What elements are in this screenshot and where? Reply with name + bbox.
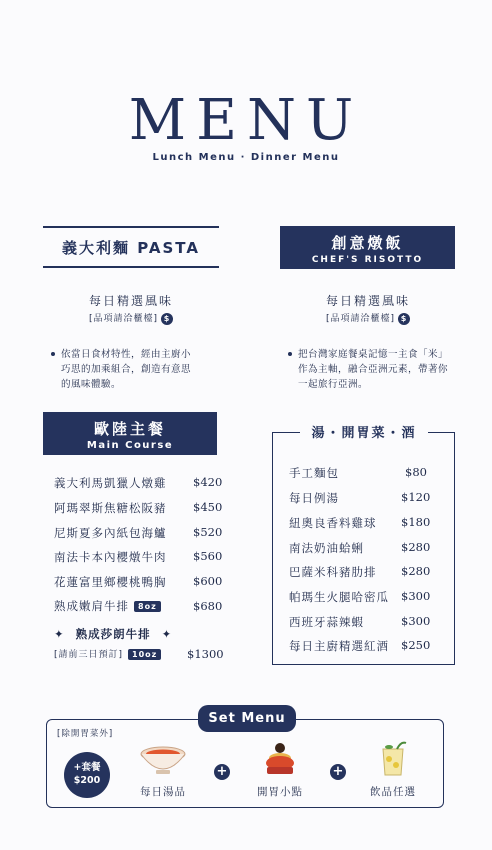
pasta-desc-line: 依當日食材特性，經由主廚小 — [61, 349, 192, 360]
risotto-description — [298, 347, 473, 392]
soup-item-price: $300 — [401, 614, 431, 628]
set-price-line: +套餐 — [73, 762, 101, 773]
soup-item-price: $300 — [401, 589, 431, 603]
special-item-note — [54, 647, 161, 660]
size-tag: 8oz — [134, 601, 161, 612]
special-note-text: [請前三日預訂] — [54, 650, 124, 660]
risotto-heading — [280, 226, 455, 269]
plus-icon: + — [330, 764, 346, 780]
plus-icon: + — [214, 764, 230, 780]
pasta-description — [61, 347, 231, 392]
drink-glass-icon — [377, 739, 409, 779]
pasta-ask-text: [品項請洽櫃檯] — [88, 314, 159, 324]
main-item-price: $450 — [193, 500, 223, 514]
main-item-name — [54, 598, 161, 614]
main-course-heading — [43, 412, 217, 455]
soup-item-name: 紐奧良香料雞球 — [289, 516, 377, 530]
bullet-icon — [51, 352, 55, 356]
soup-section-heading: 湯・開胃菜・酒 — [300, 422, 428, 441]
set-menu-note: [除開胃菜外] — [57, 729, 114, 739]
appetizer-icon — [262, 741, 298, 779]
coin-icon: $ — [161, 313, 173, 325]
soup-item-name: 巴薩米科豬肋排 — [289, 565, 377, 579]
set-item-label: 飲品任選 — [370, 786, 416, 798]
soup-bowl-icon — [139, 744, 187, 778]
menu-subtitle: Lunch Menu · Dinner Menu — [152, 152, 340, 163]
soup-item-name: 西班牙蒜辣蝦 — [289, 615, 364, 629]
main-item-name: 南法卡本內櫻燉牛肉 — [54, 550, 167, 564]
special-item-price: $1300 — [187, 647, 224, 661]
pasta-daily-label: 每日精選風味 — [88, 294, 173, 308]
risotto-desc-line: 作為主軸，融合亞洲元素，帶著你 — [298, 364, 449, 375]
main-item-price: $560 — [193, 549, 223, 563]
main-item-price: $520 — [193, 525, 223, 539]
soup-item-price: $250 — [401, 638, 431, 652]
coin-icon: $ — [398, 313, 410, 325]
main-course-heading-en: Main Course — [86, 440, 174, 451]
main-course-heading-zh: 歐陸主餐 — [93, 420, 166, 438]
main-item-price: $600 — [193, 574, 223, 588]
risotto-heading-zh: 創意燉飯 — [331, 234, 404, 252]
risotto-desc-line: 一起旅行亞洲。 — [298, 379, 369, 390]
special-item-name — [54, 626, 172, 642]
pasta-heading: 義大利麵 PASTA — [43, 226, 219, 268]
main-item-name: 義大利馬凱獵人燉雞 — [54, 476, 167, 490]
set-price-badge — [64, 752, 110, 798]
risotto-ask-text: [品項請洽櫃檯] — [325, 314, 396, 324]
pasta-desc-line: 巧思的加乘組合，創造有意思 — [61, 364, 192, 375]
soup-item-price: $120 — [401, 490, 431, 504]
set-menu-heading: Set Menu — [198, 705, 296, 732]
risotto-daily-label: 每日精選風味 — [325, 294, 410, 308]
main-item-price: $680 — [193, 599, 223, 613]
main-item-price: $420 — [193, 475, 223, 489]
pasta-ask-note — [43, 311, 219, 325]
soup-item-price: $180 — [401, 515, 431, 529]
soup-item-name: 手工麵包 — [289, 466, 339, 480]
main-item-name: 花蓮富里鄉櫻桃鴨胸 — [54, 575, 167, 589]
menu-title: MENU — [128, 88, 364, 153]
soup-item-price: $280 — [401, 564, 431, 578]
set-item-label: 每日湯品 — [140, 786, 186, 798]
bullet-icon — [288, 352, 292, 356]
star-icon: ✦ — [161, 627, 173, 641]
soup-item-price: $80 — [405, 465, 427, 479]
main-item-name: 尼斯夏多內紙包海鱸 — [54, 526, 167, 540]
soup-item-name: 每日主廚精選紅酒 — [289, 639, 389, 653]
risotto-heading-en: CHEF'S RISOTTO — [311, 255, 424, 265]
soup-item-name: 每日例湯 — [289, 491, 339, 505]
soup-item-price: $280 — [401, 540, 431, 554]
set-price-line: $200 — [73, 775, 101, 786]
soup-item-name: 帕瑪生火腿哈密瓜 — [289, 590, 389, 604]
main-item-name: 阿瑪翠斯焦糖松阪豬 — [54, 501, 167, 515]
main-item-name-text: 熟成嫩肩牛排 — [54, 599, 129, 613]
risotto-desc-line: 把台灣家庭餐桌記憶一主食「米」 — [298, 349, 449, 360]
special-item-text: 熟成莎朗牛排 — [75, 627, 151, 641]
risotto-ask-note — [280, 311, 456, 325]
star-icon: ✦ — [54, 627, 65, 641]
pasta-desc-line: 的風味體驗。 — [61, 379, 122, 390]
set-item-label: 開胃小點 — [257, 786, 303, 798]
size-tag: 10oz — [128, 649, 161, 660]
soup-item-name: 南法奶油蛤蜊 — [289, 541, 364, 555]
